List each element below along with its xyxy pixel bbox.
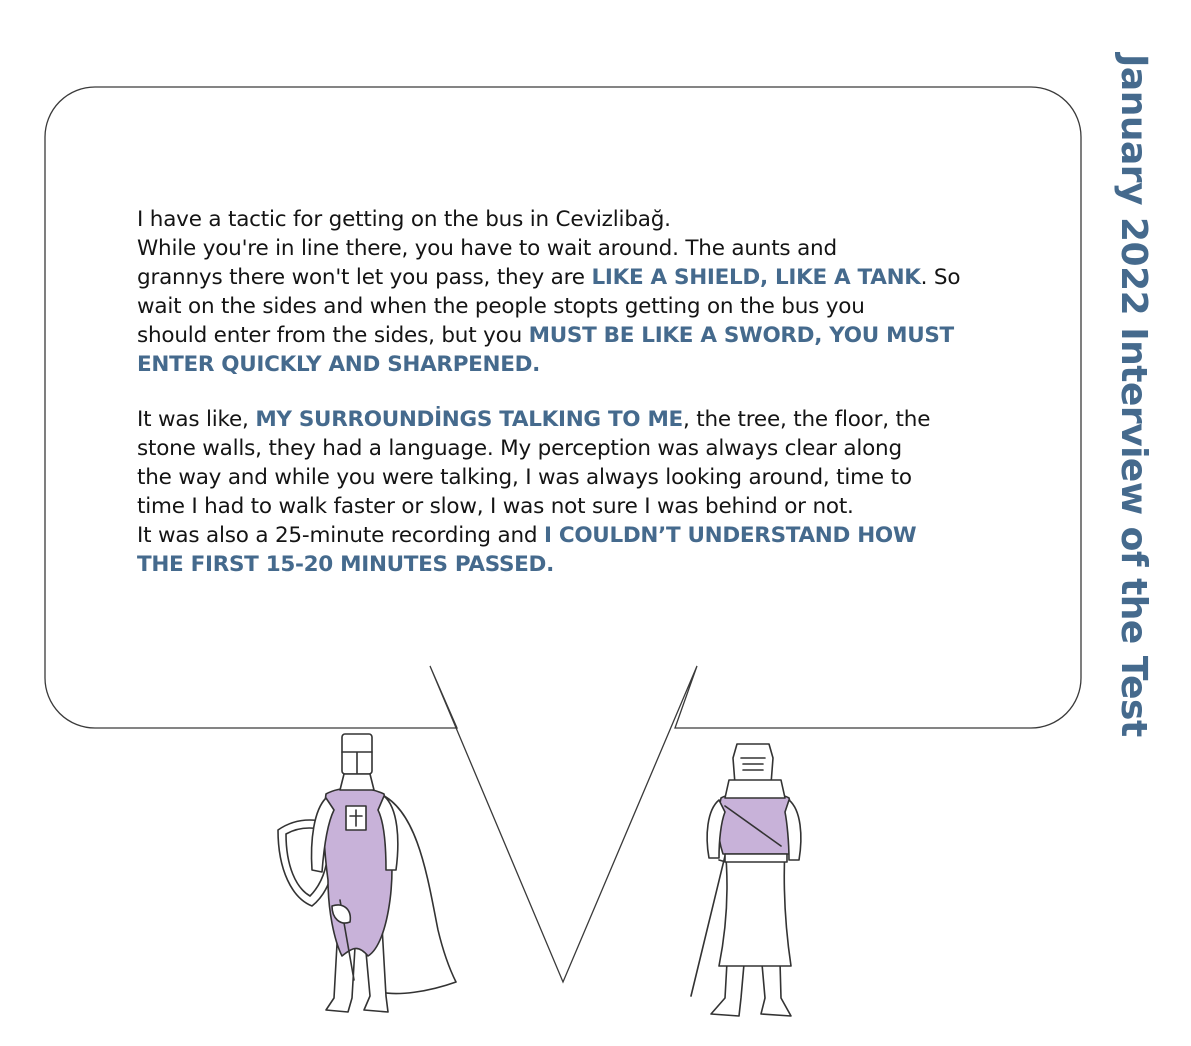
quote-text: , the tree, the floor, the [682,407,931,432]
quote-text: grannys there won't let you pass, they are [137,265,592,290]
quote-text: While you're in line there, you have to wait around. The aunts and [137,236,837,261]
highlighted-phrase: LIKE A SHIELD, LIKE A TANK [591,265,921,290]
highlighted-phrase: ENTER QUICKLY AND SHARPENED. [137,352,541,377]
quote-text: wait on the sides and when the people stopts getting on the bus you [137,294,865,319]
highlighted-phrase: I COULDN’T UNDERSTAND HOW [543,523,917,548]
templar-knight-illustration [268,730,458,1022]
quote-text: stone walls, they had a language. My perception was always clear along [137,436,902,461]
quote-text: I have a tactic for getting on the bus in Cevizlibağ. [137,207,671,232]
quote-text: It was also a 25-minute recording and [137,523,544,548]
highlighted-phrase: MY SURROUNDİNGS TALKING TO ME [255,407,683,432]
interview-quote [137,205,1017,579]
quote-text: should enter from the sides, but you [137,323,529,348]
page-title: January 2022 Interview of the Test [1113,54,1154,737]
quote-paragraph-2 [137,405,1017,579]
quote-text: time I had to walk faster or slow, I was not sure I was behind or not. [137,494,854,519]
quote-text: the way and while you were talking, I was always looking around, time to [137,465,912,490]
quote-text: . So [920,265,961,290]
highlighted-phrase: MUST BE LIKE A SWORD, YOU MUST [528,323,954,348]
quote-paragraph-1 [137,205,1017,379]
quote-text: It was like, [137,407,256,432]
visored-knight-illustration [685,736,825,1020]
highlighted-phrase: THE FIRST 15-20 MINUTES PASSED. [137,552,554,577]
